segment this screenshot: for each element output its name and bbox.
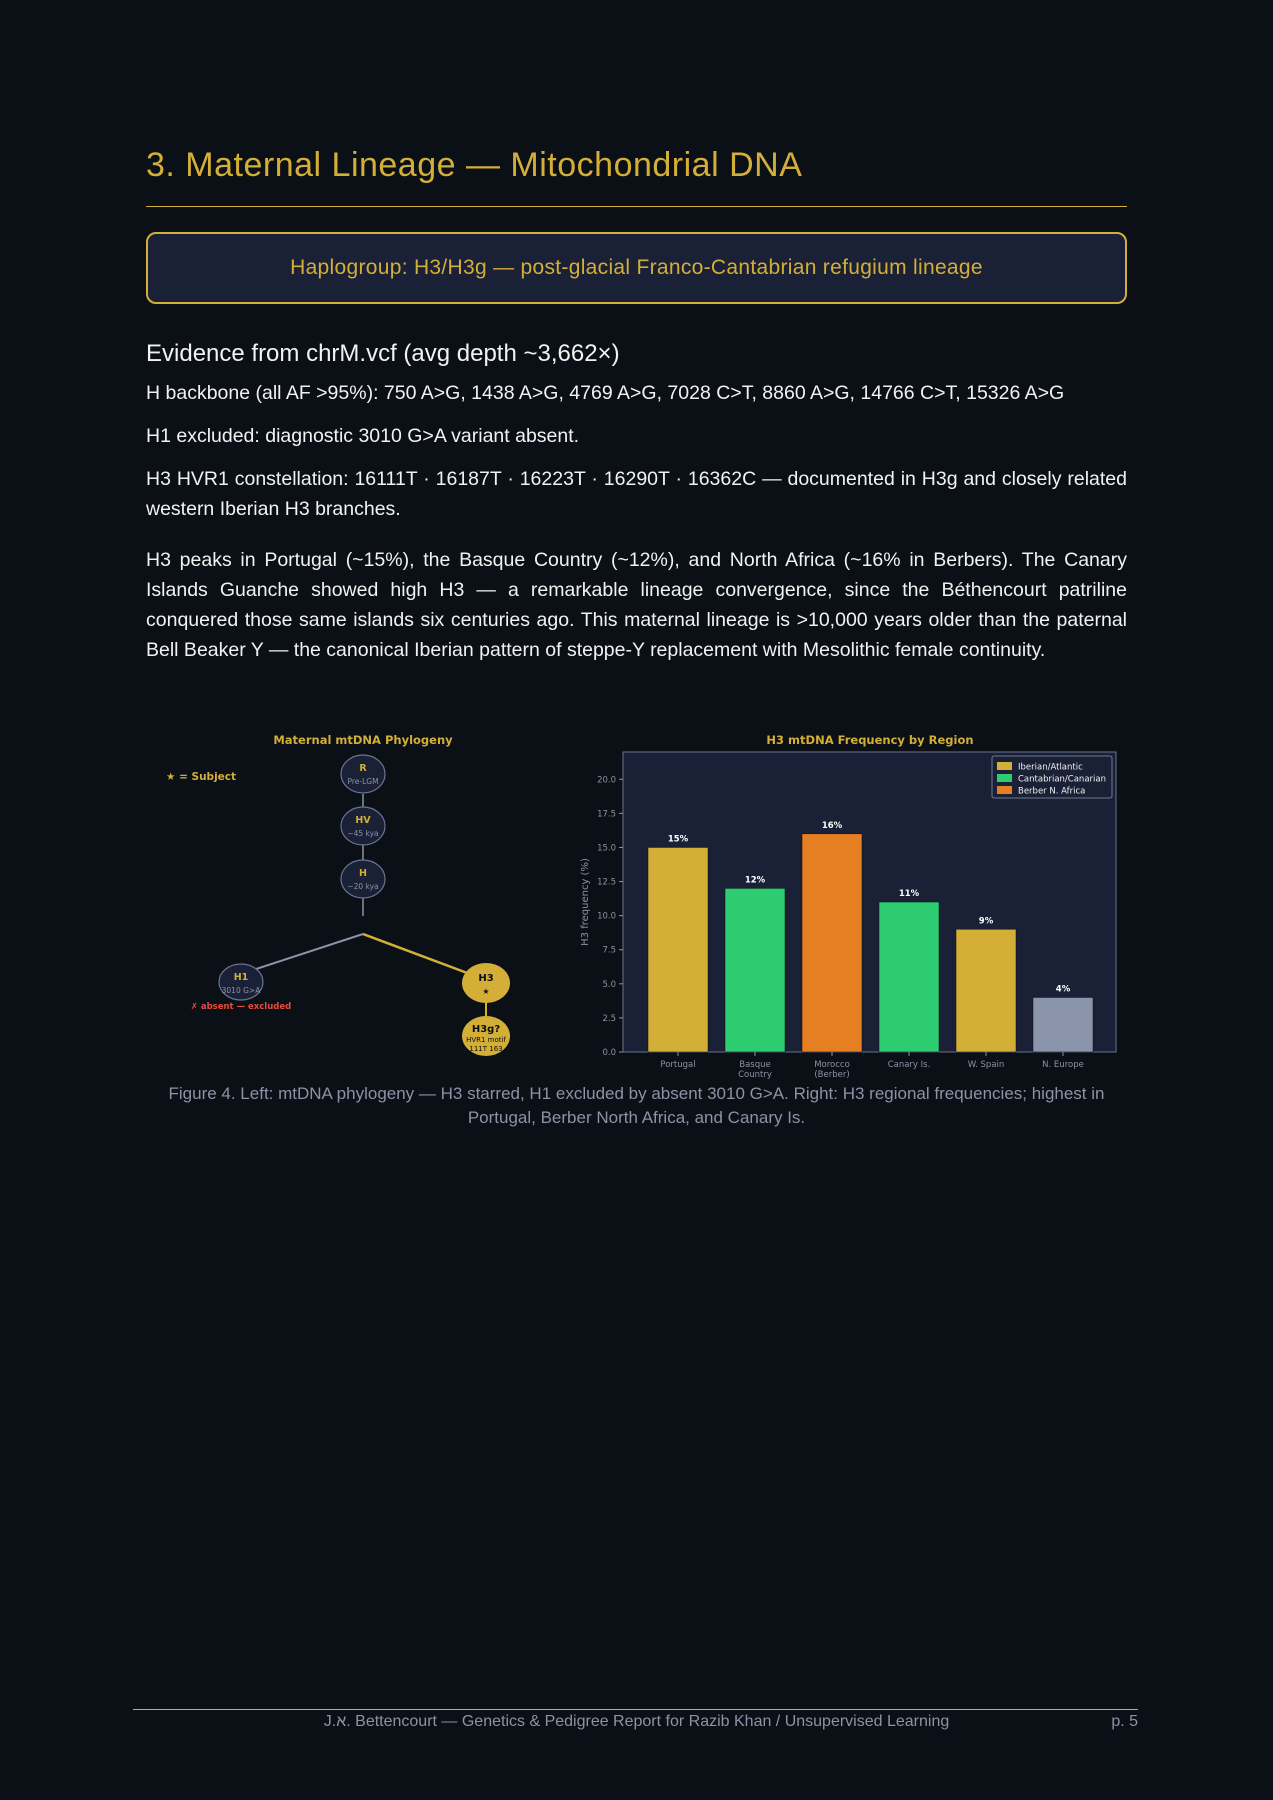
section-title: 3. Maternal Lineage — Mitochondrial DNA — [146, 146, 803, 184]
x-tick-label: Country — [738, 1070, 772, 1080]
y-tick-label: 17.5 — [597, 809, 616, 820]
svg-text:R: R — [359, 763, 367, 774]
phylogeny-panel — [166, 733, 510, 1056]
legend-swatch — [997, 786, 1012, 794]
x-tick-label: W. Spain — [967, 1060, 1005, 1070]
y-tick-label: 15.0 — [597, 843, 616, 854]
svg-text:H: H — [359, 868, 367, 879]
node-h1 — [191, 964, 291, 1012]
title-divider — [146, 206, 1127, 207]
chart-legend — [992, 756, 1112, 798]
h3-distribution-paragraph: H3 peaks in Portugal (~15%), the Basque Country (~12%), and North Africa (~16% in Berbers). The Canary Islands Guanche showed high H3 — a remarkable lineage convergence, since the Béthencourt patriline conquered those same islands six centuries ago. This maternal lineage is >10,000 years older than the paternal Bell Beaker Y — the canonical Iberian pattern of steppe-Y replacement with Mesolithic female continuity. — [146, 549, 1127, 661]
y-axis-label: H3 frequency (%) — [580, 858, 591, 946]
y-tick-label: 2.5 — [602, 1013, 616, 1024]
phylogeny-title: Maternal mtDNA Phylogeny — [273, 733, 453, 747]
page-number: p. 5 — [1111, 1713, 1138, 1730]
legend-entry: Berber N. Africa — [1018, 786, 1086, 797]
branch-to-h1 — [241, 934, 363, 974]
node-h3-subject — [462, 963, 510, 1003]
bar — [725, 888, 785, 1052]
h1-excluded-line: H1 excluded: diagnostic 3010 G>A variant absent. — [146, 425, 580, 447]
legend-entry: Iberian/Atlantic — [1018, 762, 1083, 773]
evidence-heading: Evidence from chrM.vcf (avg depth ~3,662×) — [146, 340, 620, 367]
bar — [802, 834, 862, 1052]
svg-text:HV: HV — [355, 815, 371, 826]
bar-data-label: 12% — [744, 875, 766, 886]
svg-text:H1: H1 — [233, 972, 249, 983]
x-tick-label: Canary Is. — [887, 1060, 931, 1070]
node-h — [341, 860, 385, 898]
svg-text:~20 kya: ~20 kya — [347, 882, 379, 891]
svg-text:3010 G>A: 3010 G>A — [221, 986, 261, 995]
svg-text:Pre-LGM: Pre-LGM — [347, 777, 379, 786]
haplogroup-text: Haplogroup: H3/H3g — post-glacial Franco-Cantabrian refugium lineage — [290, 256, 983, 279]
bar-data-label: 4% — [1055, 984, 1071, 995]
figure-4 — [146, 722, 1127, 1082]
legend-swatch — [997, 774, 1012, 782]
bar-data-label: 11% — [898, 889, 920, 899]
svg-text:111T 163: 111T 163 — [469, 1045, 503, 1053]
bar — [956, 929, 1016, 1052]
x-tick-label: Portugal — [660, 1060, 696, 1070]
h-backbone-line: H backbone (all AF >95%): 750 A>G, 1438 A>G, 4769 A>G, 7028 C>T, 8860 A>G, 14766 C>T, 15326 A>G — [146, 382, 1065, 404]
h3-frequency-chart — [580, 733, 1116, 1080]
node-h3g — [462, 1016, 510, 1056]
svg-text:H3: H3 — [478, 973, 494, 984]
bar-data-label: 15% — [667, 834, 689, 845]
svg-text:H3g?: H3g? — [471, 1024, 501, 1035]
figure-panels — [146, 722, 1127, 1082]
figure-caption: Figure 4. Left: mtDNA phylogeny — H3 starred, H1 excluded by absent 3010 G>A. Right: H3 regional frequencies; highest in Portugal, Berber North Africa, and Canary Is. — [168, 1084, 1105, 1127]
haplogroup-callout — [146, 232, 1127, 304]
x-tick-label: Basque — [739, 1060, 771, 1070]
legend-entry: Cantabrian/Canarian — [1018, 774, 1106, 785]
bar — [648, 847, 708, 1052]
h1-excluded-note: ✗ absent — excluded — [190, 1002, 292, 1012]
y-tick-label: 20.0 — [597, 775, 616, 786]
bar-data-label: 9% — [978, 916, 994, 927]
x-tick-label: N. Europe — [1042, 1060, 1084, 1070]
node-r — [341, 755, 385, 793]
chart-title: H3 mtDNA Frequency by Region — [766, 733, 974, 747]
y-tick-label: 12.5 — [597, 877, 616, 888]
svg-text:★: ★ — [482, 987, 490, 996]
node-hv — [341, 807, 385, 845]
y-tick-label: 10.0 — [597, 911, 616, 922]
y-tick-label: 7.5 — [602, 945, 616, 956]
y-tick-label: 0.0 — [602, 1048, 616, 1058]
svg-text:HVR1 motif: HVR1 motif — [466, 1036, 506, 1044]
x-tick-label: Morocco — [814, 1060, 850, 1070]
y-tick-label: 5.0 — [602, 979, 616, 990]
h3-hvr1-line: H3 HVR1 constellation: 16111T · 16187T · 16223T · 16290T · 16362C — documented in H3g and closely related western Iberian H3 branches. — [146, 468, 1127, 520]
svg-text:~45 kya: ~45 kya — [347, 829, 379, 838]
bar-data-label: 16% — [821, 820, 843, 831]
footer-text: J.א. Bettencourt — Genetics & Pedigree Report for Razib Khan / Unsupervised Learning — [323, 1713, 950, 1730]
footer-divider — [133, 1709, 1138, 1710]
legend-swatch — [997, 762, 1012, 770]
bar — [879, 902, 939, 1052]
subject-legend: ★ = Subject — [166, 771, 237, 783]
x-tick-label: (Berber) — [814, 1070, 850, 1080]
bar — [1033, 997, 1093, 1052]
